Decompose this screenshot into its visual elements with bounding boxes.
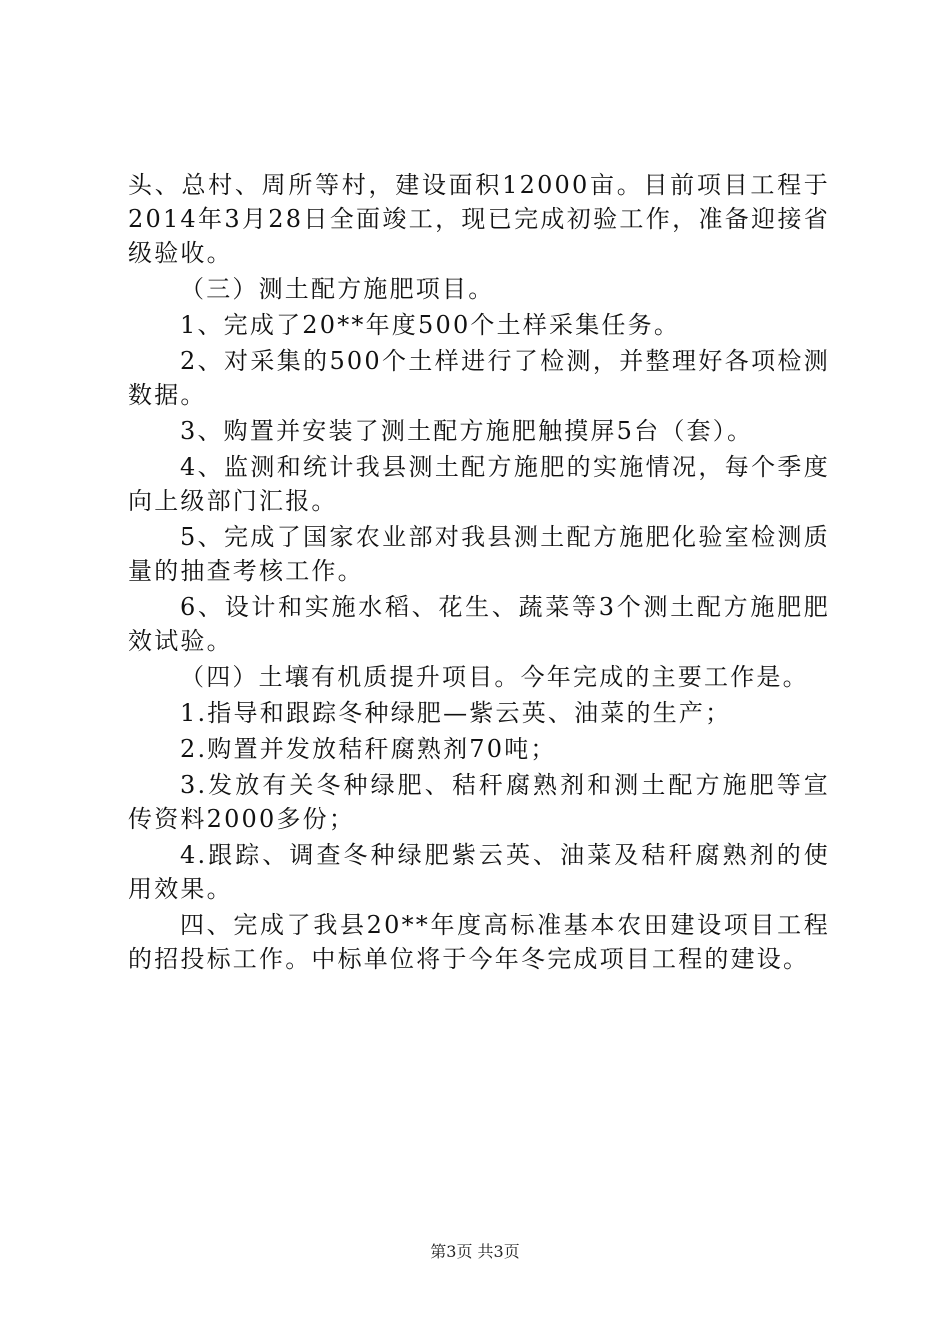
- list-item-5: 5、完成了国家农业部对我县测土配方施肥化验室检测质量的抽查考核工作。: [128, 523, 830, 585]
- section-heading-soil-testing: （三）测土配方施肥项目。: [180, 275, 495, 303]
- list-item-organic-3: 3.发放有关冬种绿肥、秸秆腐熟剂和测土配方施肥等宣传资料2000多份；: [128, 771, 830, 833]
- section-four-paragraph: 四、完成了我县20**年度高标准基本农田建设项目工程的招投标工作。中标单位将于今年冬完成项目工程的建设。: [128, 911, 830, 973]
- section-heading-organic-matter: （四）土壤有机质提升项目。今年完成的主要工作是。: [180, 663, 809, 691]
- list-item-organic-1: 1.指导和跟踪冬种绿肥—紫云英、油菜的生产；: [180, 699, 732, 727]
- list-item-4: 4、监测和统计我县测土配方施肥的实施情况，每个季度向上级部门汇报。: [128, 453, 830, 515]
- list-item-organic-4: 4.跟踪、调查冬种绿肥紫云英、油菜及秸秆腐熟剂的使用效果。: [128, 841, 830, 903]
- paragraph-continuation: 头、总村、周所等村，建设面积12000亩。目前项目工程于2014年3月28日全面竣工，现已完成初验工作，准备迎接省级验收。: [128, 171, 830, 267]
- list-item-1: 1、完成了20**年度500个土样采集任务。: [180, 311, 681, 339]
- page-footer: 第3页 共3页: [430, 1242, 520, 1261]
- list-item-2: 2、对采集的500个土样进行了检测，并整理好各项检测数据。: [128, 347, 830, 409]
- document-body: [128, 168, 830, 978]
- list-item-3: 3、购置并安装了测土配方施肥触摸屏5台（套）。: [180, 417, 754, 445]
- list-item-organic-2: 2.购置并发放秸秆腐熟剂70吨；: [180, 735, 557, 763]
- list-item-6: 6、设计和实施水稻、花生、蔬菜等3个测土配方施肥肥效试验。: [128, 593, 830, 655]
